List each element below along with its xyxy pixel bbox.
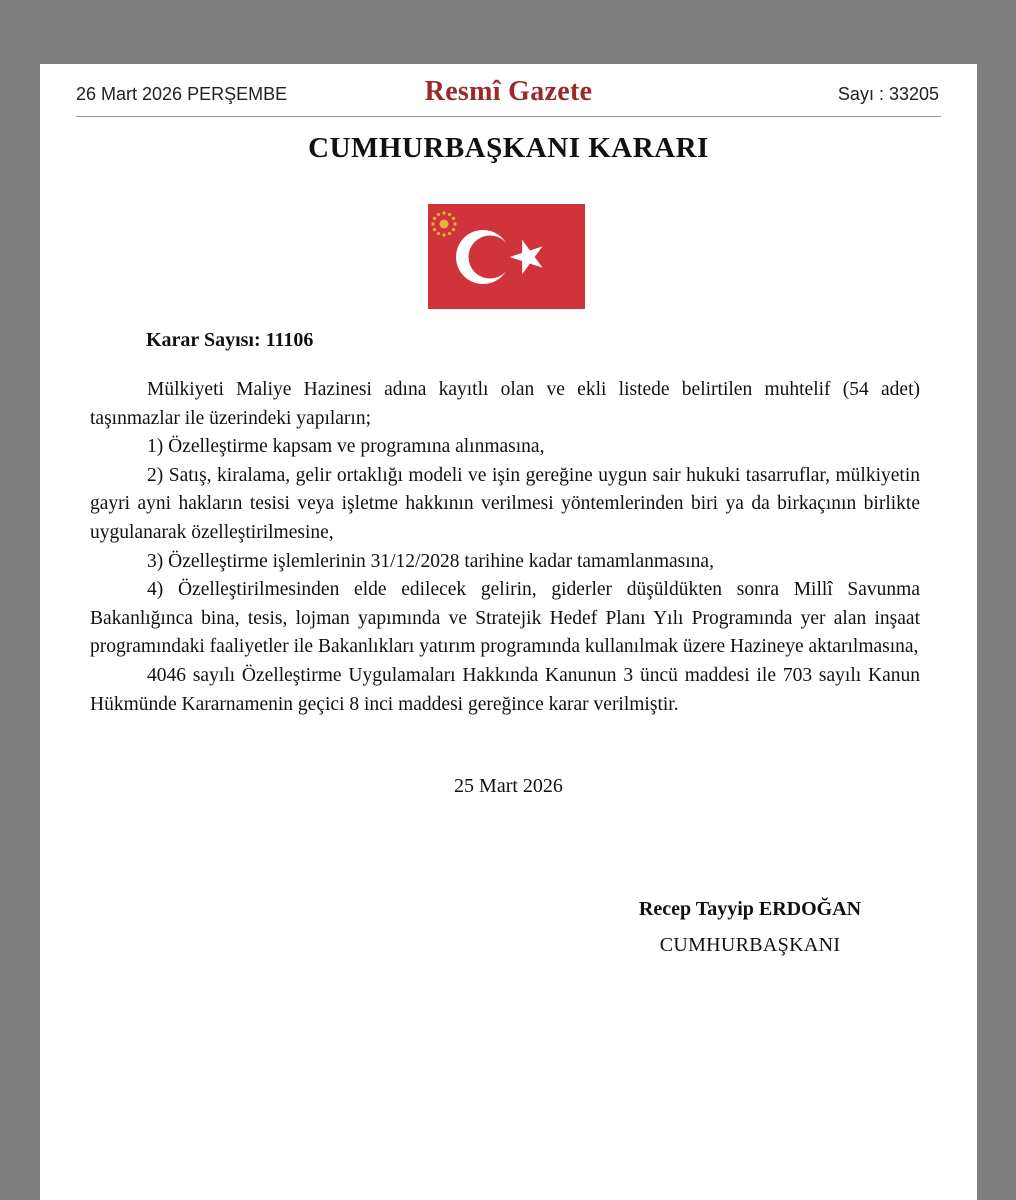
issue-date: 26 Mart 2026 PERŞEMBE [76,84,288,104]
item-3: 3) Özelleştirme işlemlerinin 31/12/2028 tarihine kadar tamamlanmasına, [147,550,714,572]
decision-number: Karar Sayısı: 11106 [146,329,314,351]
item-4: 4) Özelleştirilmesinden elde edilecek gelirin, giderler düşüldükten sonra Millî Savunma Bakanlığınca bina, tesis, lojman yapımında ve Stratejik Hedef Planı Yılı Programında yer alan inşaat programındaki faaliyetler ile Bakanlıkları yatırım programında kullanılmak üzere Hazineye aktarılmasına, [90,579,920,658]
header-divider [76,116,941,117]
gazette-page [40,64,977,1200]
legal-basis-paragraph: 4046 sayılı Özelleştirme Uygulamaları Hakkında Kanunun 3 üncü maddesi ile 703 sayılı Kanun Hükmünde Kararnamenin geçici 8 inci maddesi gereğince karar verilmiştir. [90,664,920,715]
signatory-title: CUMHURBAŞKANI [659,934,841,956]
decision-date: 25 Mart 2026 [454,775,563,797]
gazette-name: Resmî Gazete [424,76,593,107]
intro-paragraph: Mülkiyeti Maliye Hazinesi adına kayıtlı olan ve ekli listede belirtilen muhtelif (54 adet) taşınmazlar ile üzerindeki yapıların; [90,379,920,429]
presidential-flag-icon [428,204,585,309]
signatory-name: Recep Tayyip ERDOĞAN [638,898,862,920]
issue-number: Sayı : 33205 [837,84,939,104]
decision-body [90,376,920,719]
item-1: 1) Özelleştirme kapsam ve programına alınmasına, [147,436,545,458]
item-2: 2) Satış, kiralama, gelir ortaklığı modeli ve işin gereğine uygun sair hukuki tasarruflar, mülkiyetin gayri ayni hakların tesisi veya işletme hakkının verilmesi yöntemlerinden biri ya da birkaçının birlikte uygulanarak özelleştirilmesine, [90,464,920,543]
document-title: CUMHURBAŞKANI KARARI [308,132,709,164]
